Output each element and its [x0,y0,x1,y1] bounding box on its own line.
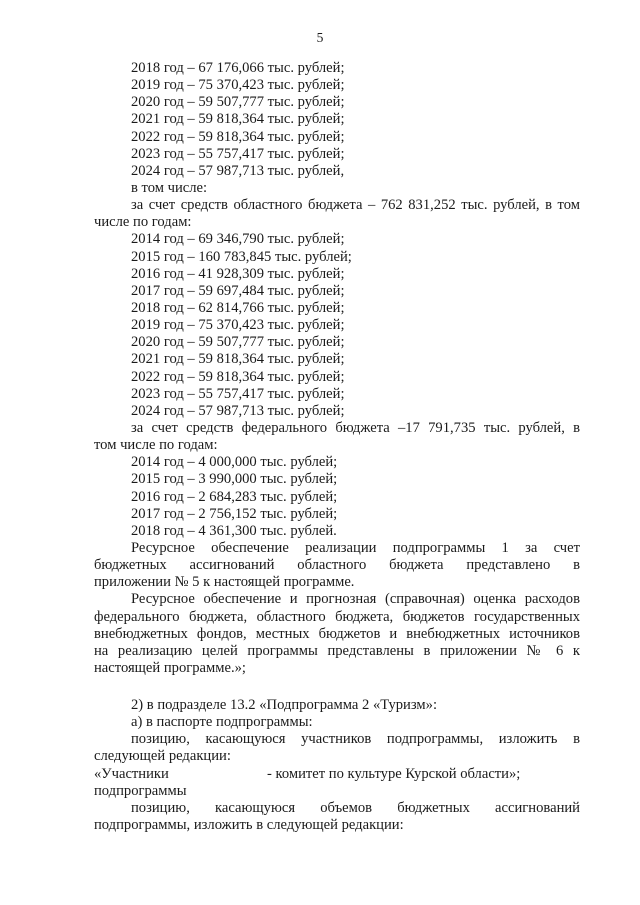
year-line: 2018 год – 62 814,766 тыс. рублей; [131,299,345,316]
year-line: 2018 год – 67 176,066 тыс. рублей; [131,60,345,76]
year-line: 2017 год – 2 756,152 тыс. рублей; [131,505,338,522]
year-line: 2024 год – 57 987,713 тыс. рублей; [131,402,345,419]
regional-budget-section [94,197,580,420]
participants-label-cont: подпрограммы [94,782,187,799]
participants-label: «Участники [94,765,169,782]
document-body [94,60,580,834]
year-line: 2022 год – 59 818,364 тыс. рублей; [131,128,345,145]
subsection-heading: 2) в подразделе 13.2 «Подпрограмма 2 «Туризм»: [131,697,438,714]
year-line: 2015 год – 3 990,000 тыс. рублей; [131,471,338,488]
paragraph-line: подпрограммы, изложить в следующей редакции: [94,817,404,834]
paragraph-line: позицию, касающуюся участников подпрограммы, изложить в [131,731,580,748]
total-years-list [94,60,580,197]
paragraph-line: Ресурсное обеспечение реализации подпрограммы 1 за счет [131,539,580,556]
resource-paragraph-1 [94,540,580,591]
paragraph-line: позицию, касающуюся объемов бюджетных ассигнований [131,799,580,816]
paragraph-line: настоящей программе.»; [94,659,246,676]
participants-row [94,766,580,783]
participants-value: - комитет по культуре Курской области»; [267,765,521,782]
year-line: 2024 год – 57 987,713 тыс. рублей, [131,162,345,179]
year-line: 2015 год – 160 783,845 тыс. рублей; [131,248,352,265]
year-line: 2017 год – 59 697,484 тыс. рублей; [131,282,345,299]
paragraph-line: следующей редакции: [94,748,231,765]
year-line: 2022 год – 59 818,364 тыс. рублей; [131,368,345,385]
regional-budget-intro-cont: числе по годам: [94,214,192,231]
year-line: 2021 год – 59 818,364 тыс. рублей; [131,351,345,368]
year-line: 2014 год – 4 000,000 тыс. рублей; [131,454,338,471]
year-line: 2016 год – 41 928,309 тыс. рублей; [131,265,345,282]
resource-paragraph-2 [94,591,580,677]
year-line: 2018 год – 4 361,300 тыс. рублей. [131,522,337,539]
paragraph-line: внебюджетных фондов, местных бюджетов и внебюджетных источников [94,625,580,642]
year-line: 2019 год – 75 370,423 тыс. рублей; [131,317,345,334]
regional-budget-intro: за счет средств областного бюджета – 762 831,252 тыс. рублей, в том [131,197,580,214]
paragraph-line: приложении № 5 к настоящей программе. [94,574,355,591]
subsection-2 [94,697,580,834]
paragraph-line: бюджетных ассигнований областного бюджета представлено в [94,557,580,574]
spacer [94,677,580,697]
page-number: 5 [316,30,324,45]
year-line: 2023 год – 55 757,417 тыс. рублей; [131,385,345,402]
year-line: 2020 год – 59 507,777 тыс. рублей; [131,94,345,111]
year-line: 2021 год – 59 818,364 тыс. рублей; [131,111,345,128]
paragraph-line: федерального бюджета, областного бюджета, бюджетов государственных [94,608,580,625]
year-line: 2019 год – 75 370,423 тыс. рублей; [131,77,345,94]
paragraph-line: на реализацию целей программы представлены в приложении № 6 к [94,642,580,659]
year-line: 2016 год – 2 684,283 тыс. рублей; [131,488,338,505]
year-line: 2023 год – 55 757,417 тыс. рублей; [131,145,345,162]
paragraph-line: Ресурсное обеспечение и прогнозная (справочная) оценка расходов [131,591,580,608]
federal-budget-intro: за счет средств федерального бюджета –17 791,735 тыс. рублей, в [131,419,580,436]
federal-budget-section [94,420,580,540]
passport-item: а) в паспорте подпрограммы: [131,714,313,731]
year-line: 2014 год – 69 346,790 тыс. рублей; [131,231,345,248]
in-that-number: в том числе: [131,179,208,196]
federal-budget-intro-cont: том числе по годам: [94,437,218,454]
year-line: 2020 год – 59 507,777 тыс. рублей; [131,334,345,351]
